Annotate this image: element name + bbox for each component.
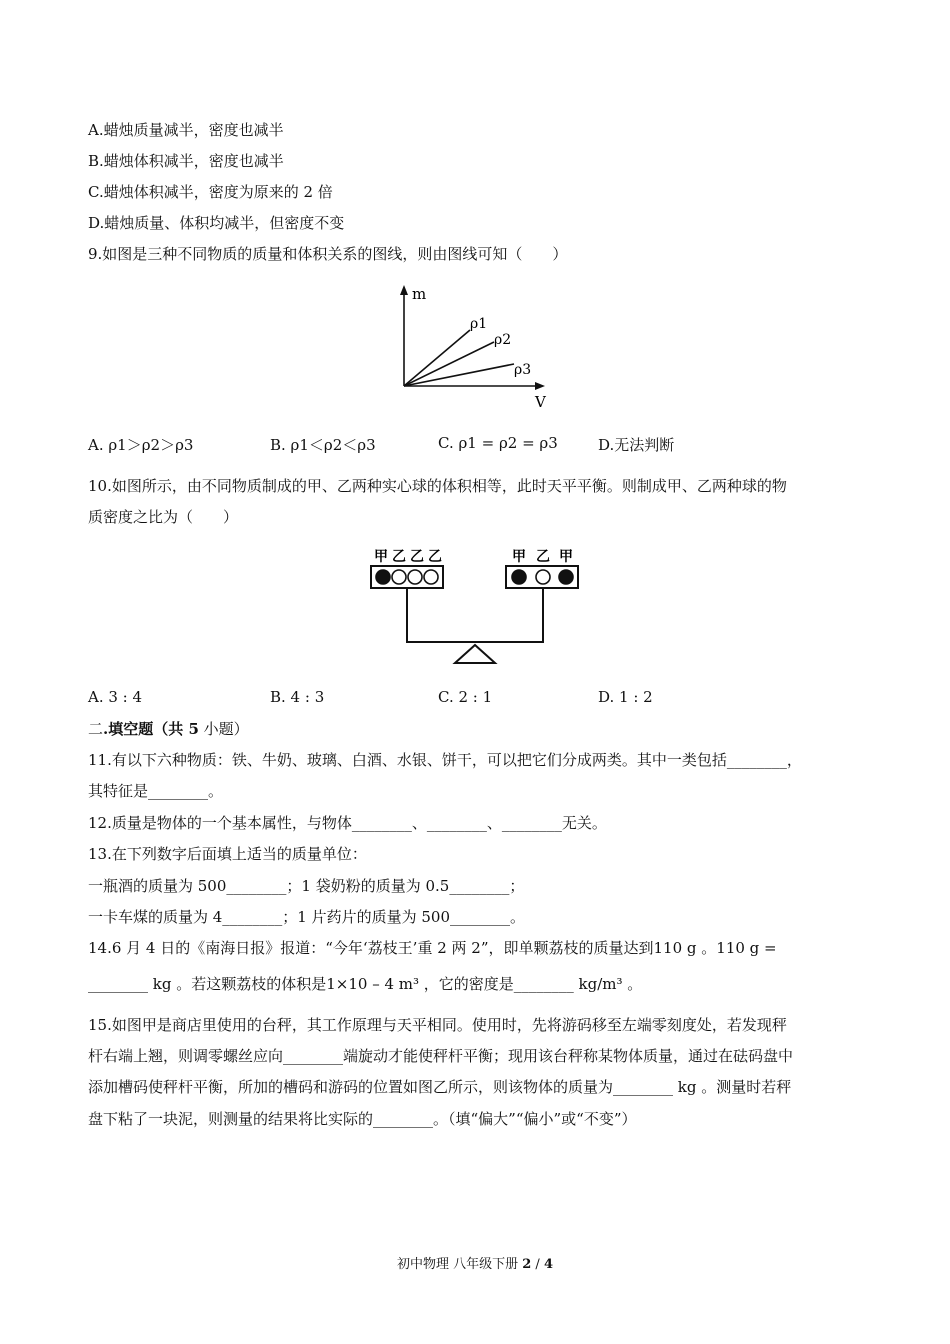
q9-mass-volume-graph — [390, 280, 560, 410]
q11-line2: 其特征是________。 — [88, 782, 224, 800]
left-ball-jia — [376, 570, 390, 584]
graph-line-rho3 — [404, 364, 514, 386]
y-axis-arrow-icon — [400, 285, 408, 295]
q13-line2: 一瓶酒的质量为 500________；1 袋奶粉的质量为 0.5________； — [88, 877, 525, 895]
q13-line1: 13.在下列数字后面填上适当的质量单位： — [88, 845, 367, 863]
graph-y-label: m — [412, 285, 427, 303]
q10-option-a: A. 3 : 4 — [88, 688, 143, 706]
q8-option-d: D.蜡烛质量、体积均减半，但密度不变 — [88, 214, 345, 232]
graph-label-rho2: ρ2 — [494, 332, 512, 348]
right-label-1: 甲 — [512, 549, 526, 565]
graph-label-rho3: ρ3 — [514, 362, 532, 378]
q15-line1: 15.如图甲是商店里使用的台秤，其工作原理与天平相同。使用时，先将游码移至左端零刻度处，若发现秤 — [88, 1016, 787, 1034]
q10-option-d: D. 1 : 2 — [598, 688, 653, 706]
q14-line2: ________ kg 。若这颗荔枝的体积是1×10 – 4 m³ ，它的密度是________ kg/m³ 。 — [88, 975, 643, 993]
right-label-3: 甲 — [559, 549, 573, 565]
q9-option-c: C. ρ1 = ρ2 = ρ3 — [438, 434, 558, 452]
q9-options — [88, 434, 868, 456]
left-ball-yi-1 — [392, 570, 406, 584]
q12-line: 12.质量是物体的一个基本属性，与物体________、________、________无关。 — [88, 814, 607, 832]
balance-beam — [407, 588, 543, 642]
page-footer: 初中物理 八年级下册 2 / 4 — [396, 1257, 553, 1272]
left-label-4: 乙 — [428, 549, 442, 565]
q11-line1: 11.有以下六种物质：铁、牛奶、玻璃、白酒、水银、饼干，可以把它们分成两类。其中一类包括________， — [88, 751, 802, 769]
q13-line3: 一卡车煤的质量为 4________；1 片药片的质量为 500________。 — [88, 908, 526, 926]
right-label-2: 乙 — [536, 549, 550, 565]
right-ball-yi — [536, 570, 550, 584]
right-ball-jia-1 — [512, 570, 526, 584]
graph-label-rho1: ρ1 — [470, 316, 488, 332]
left-label-3: 乙 — [410, 549, 424, 565]
q8-option-c: C.蜡烛体积减半，密度为原来的 2 倍 — [88, 183, 333, 201]
left-label-2: 乙 — [392, 549, 406, 565]
q9-option-a: A. ρ1＞ρ2＞ρ3 — [88, 436, 194, 454]
left-ball-yi-2 — [408, 570, 422, 584]
q15-line4: 盘下粘了一块泥，则测量的结果将比实际的________。（填“偏大”“偏小”或“不变”） — [88, 1110, 637, 1128]
q8-option-b: B.蜡烛体积减半，密度也减半 — [88, 152, 284, 170]
q14-line1: 14.6 月 4 日的《南海日报》报道：“今年‘荔枝王’重 2 两 2”，即单颗荔枝的质量达到110 g 。110 g = — [88, 939, 777, 957]
q9-option-b: B. ρ1＜ρ2＜ρ3 — [270, 436, 376, 454]
q8-option-a: A.蜡烛质量减半，密度也减半 — [88, 121, 284, 139]
q10-options — [88, 688, 868, 710]
q9-stem: 9.如图是三种不同物质的质量和体积关系的图线，则由图线可知（ ） — [88, 245, 568, 263]
q15-line3: 添加槽码使秤杆平衡，所加的槽码和游码的位置如图乙所示，则该物体的质量为________ kg 。测量时若秤 — [88, 1078, 792, 1096]
left-label-1: 甲 — [374, 549, 388, 565]
balance-fulcrum — [455, 645, 495, 663]
q15-line2: 杆右端上翘，则调零螺丝应向________端旋动才能使秤杆平衡；现用该台秤称某物体质量，通过在砝码盘中 — [88, 1047, 794, 1065]
section-2-heading: 二.填空题（共 5 小题） — [88, 720, 249, 738]
right-ball-jia-2 — [559, 570, 573, 584]
q10-stem-line1: 10.如图所示，由不同物质制成的甲、乙两种实心球的体积相等，此时天平平衡。则制成甲、乙两种球的物 — [88, 477, 787, 495]
x-axis-arrow-icon — [535, 382, 545, 390]
q10-option-b: B. 4 : 3 — [270, 688, 325, 706]
left-ball-yi-3 — [424, 570, 438, 584]
graph-x-label: V — [535, 393, 546, 410]
q10-stem-line2: 质密度之比为（ ） — [88, 508, 239, 526]
q9-option-d: D.无法判断 — [598, 436, 675, 454]
q10-balance-figure — [365, 545, 590, 667]
q10-option-c: C. 2 : 1 — [438, 688, 493, 706]
